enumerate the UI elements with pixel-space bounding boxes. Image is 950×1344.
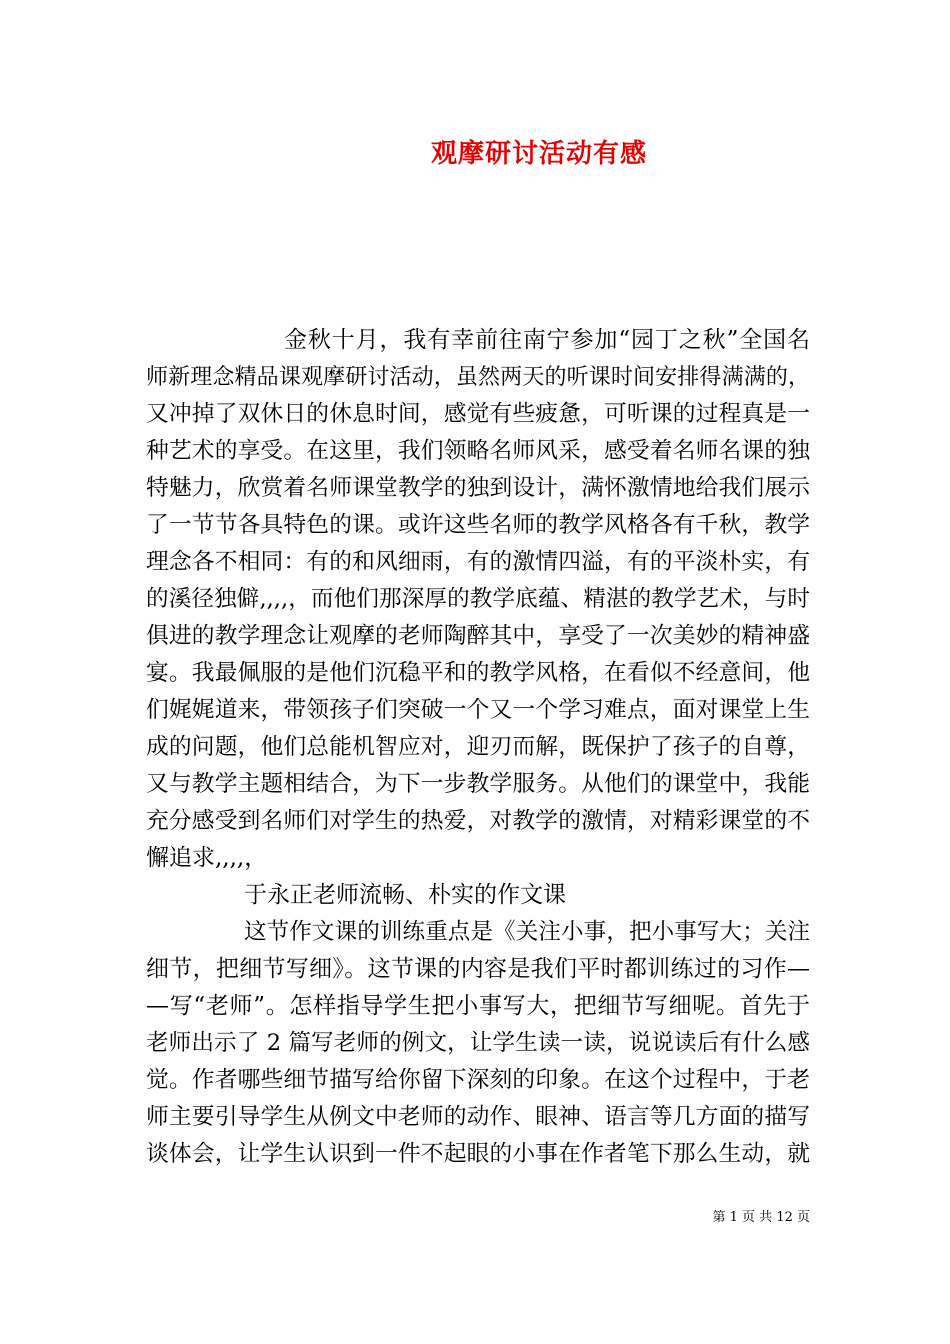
text-line: 的溪径独僻,,,,，而他们那深厚的教学底蕴、精湛的教学艺术，与时 bbox=[146, 586, 810, 612]
text-line: 充分感受到名师们对学生的热爱，对教学的激情，对精彩课堂的不 bbox=[146, 808, 810, 834]
text-line: 宴。我最佩服的是他们沉稳平和的教学风格，在看似不经意间，他 bbox=[146, 660, 810, 686]
document-title: 观摩研讨活动有感 bbox=[430, 139, 647, 169]
document-body bbox=[146, 322, 810, 1173]
text-line: 了一节节各具特色的课。或许这些名师的教学风格各有千秋，教学 bbox=[146, 512, 810, 538]
text-line: —写“老师”。怎样指导学生把小事写大，把细节写细呢。首先于 bbox=[146, 993, 810, 1019]
text-line: 师新理念精品课观摩研讨活动，虽然两天的听课时间安排得满满的， bbox=[146, 365, 810, 390]
text-line: 又冲掉了双休日的休息时间，感觉有些疲惫，可听课的过程真是一 bbox=[146, 401, 810, 427]
text-line: 这节作文课的训练重点是《关注小事，把小事写大；关注 bbox=[244, 919, 810, 945]
text-line: 细节，把细节写细》。这节课的内容是我们平时都训练过的习作— bbox=[146, 956, 810, 982]
text-line: 理念各不相同：有的和风细雨，有的激情四溢，有的平淡朴实，有 bbox=[146, 549, 810, 575]
text-line: 们娓娓道来，带领孩子们突破一个又一个学习难点，面对课堂上生 bbox=[146, 697, 810, 723]
text-line: 成的问题，他们总能机智应对，迎刃而解，既保护了孩子的自尊， bbox=[146, 734, 810, 760]
text-line: 觉。作者哪些细节描写给你留下深刻的印象。在这个过程中，于老 bbox=[146, 1067, 810, 1093]
text-line: 懈追求,,,,， bbox=[146, 845, 268, 871]
text-line: 金秋十月，我有幸前往南宁参加“园丁之秋”全国名 bbox=[284, 327, 810, 353]
text-line: 俱进的教学理念让观摩的老师陶醉其中，享受了一次美妙的精神盛 bbox=[146, 623, 810, 649]
text-line: 谈体会，让学生认识到一件不起眼的小事在作者笔下那么生动，就 bbox=[146, 1141, 810, 1167]
section-heading: 于永正老师流畅、朴实的作文课 bbox=[244, 882, 566, 908]
text-line: 特魅力，欣赏着名师课堂教学的独到设计，满怀激情地给我们展示 bbox=[146, 475, 810, 501]
page-number: 第 1 页 共 12 页 bbox=[712, 1210, 810, 1225]
text-line: 种艺术的享受。在这里，我们领略名师风采，感受着名师名课的独 bbox=[146, 438, 810, 464]
text-line: 又与教学主题相结合，为下一步教学服务。从他们的课堂中，我能 bbox=[146, 771, 810, 797]
text-line: 老师出示了 2 篇写老师的例文，让学生读一读，说说读后有什么感 bbox=[146, 1030, 810, 1056]
text-line: 师主要引导学生从例文中老师的动作、眼神、语言等几方面的描写 bbox=[146, 1104, 810, 1130]
